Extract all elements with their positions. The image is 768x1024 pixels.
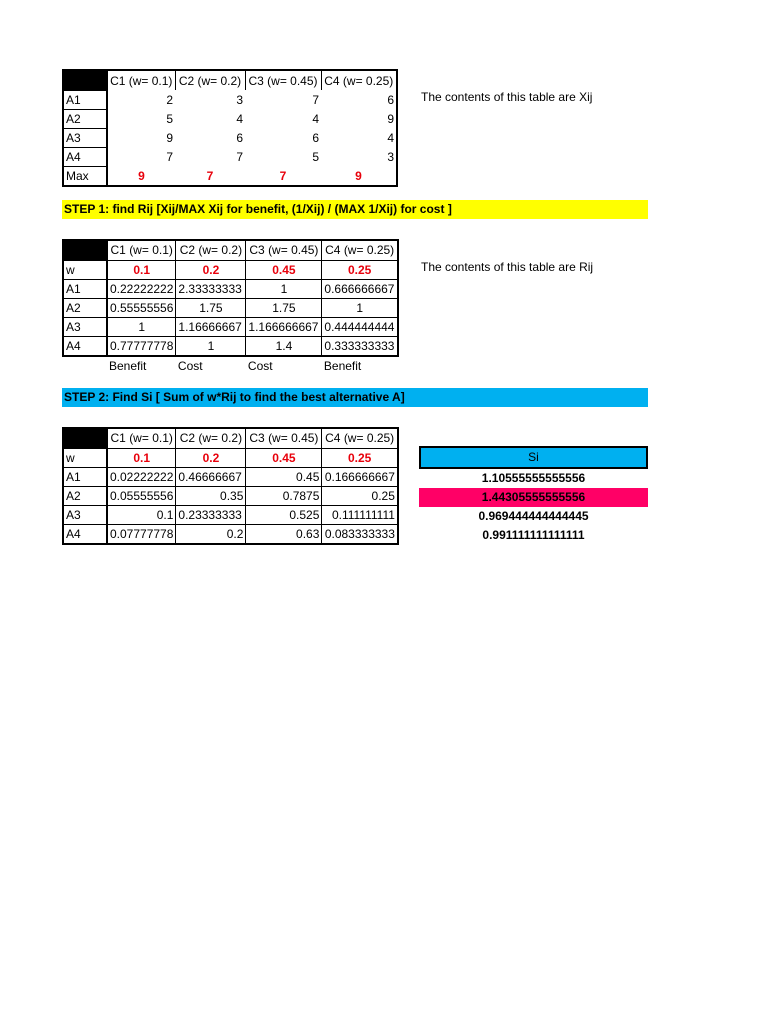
weight-cell: 0.45 — [246, 260, 322, 280]
weight-row — [63, 260, 398, 280]
cell: 7 — [166, 150, 173, 164]
table-row — [63, 148, 397, 167]
cell: 4 — [321, 129, 397, 148]
table-row — [63, 525, 398, 545]
step2-banner: STEP 2: Find Si [ Sum of w*Rij to find the best alternative A] — [62, 388, 648, 407]
si-value-best: 1.44305555555556 — [419, 488, 648, 507]
si-value: 0.991111111111111 — [482, 528, 585, 542]
cell: 0.525 — [246, 506, 322, 525]
cell: 4 — [312, 112, 319, 126]
cell: 1 — [176, 337, 246, 357]
cell: 1.75 — [176, 299, 246, 318]
row-label: A4 — [63, 525, 107, 545]
header-c2: C2 (w= 0.2) — [175, 70, 245, 90]
weight-cell: 0.45 — [246, 448, 322, 468]
weight-row — [63, 448, 398, 468]
rij-note: The contents of this table are Rij — [421, 260, 594, 274]
row-label: w — [63, 260, 107, 280]
row-label: A2 — [63, 110, 107, 129]
cell: 0.77777778 — [107, 337, 176, 357]
rij-table — [62, 239, 399, 375]
cell: 7 — [312, 92, 319, 107]
cell: 0.666666667 — [322, 280, 398, 299]
cell: 2.33333333 — [176, 280, 246, 299]
si-header: Si — [419, 446, 648, 469]
header-c4: C4 (w= 0.25) — [321, 70, 397, 90]
row-label: A2 — [63, 299, 107, 318]
row-label: A1 — [63, 468, 107, 487]
cell: 7 — [236, 150, 243, 164]
cell: 6 — [321, 90, 397, 110]
cell: 1 — [322, 299, 398, 318]
cell: 0.45 — [246, 468, 322, 487]
table-row — [63, 487, 398, 506]
cell: 0.02222222 — [107, 468, 176, 487]
cell: 3 — [236, 92, 243, 107]
table-row — [63, 129, 397, 148]
cell: 6 — [236, 131, 243, 145]
cell: 0.46666667 — [176, 468, 246, 487]
cell: 5 — [166, 112, 173, 126]
cell: 6 — [312, 131, 319, 145]
cell: 0.35 — [176, 487, 246, 506]
si-column — [419, 446, 648, 545]
weighted-table — [62, 427, 399, 545]
table-row — [63, 280, 398, 299]
cell: 0.444444444 — [322, 318, 398, 337]
weight-cell: 0.25 — [322, 260, 398, 280]
cell: 5 — [312, 150, 319, 164]
row-label: A3 — [63, 318, 107, 337]
header-c4: C4 (w= 0.25) — [322, 240, 398, 260]
cell: 0.1 — [107, 506, 176, 525]
cell: 9 — [166, 131, 173, 145]
header-corner — [63, 70, 107, 90]
cell: 3 — [321, 148, 397, 167]
criteria-type: Cost — [177, 359, 203, 373]
header-c1: C1 (w= 0.1) — [107, 240, 176, 260]
cell: 0.083333333 — [322, 525, 398, 545]
criteria-type: Cost — [247, 359, 273, 373]
cell: 2 — [166, 92, 173, 107]
max-cell: 7 — [175, 167, 245, 187]
header-corner — [63, 428, 107, 448]
max-cell: 7 — [245, 167, 321, 187]
row-label: w — [63, 448, 107, 468]
cell: 0.333333333 — [322, 337, 398, 357]
header-c2: C2 (w= 0.2) — [176, 240, 246, 260]
header-c3: C3 (w= 0.45) — [245, 70, 321, 90]
row-label: A4 — [63, 148, 107, 167]
max-cell: 9 — [321, 167, 397, 187]
cell: 0.07777778 — [107, 525, 176, 545]
weight-cell: 0.25 — [322, 448, 398, 468]
cell: 4 — [236, 112, 243, 126]
cell: 0.25 — [322, 487, 398, 506]
table-row — [63, 468, 398, 487]
header-c2: C2 (w= 0.2) — [176, 428, 246, 448]
si-value: 1.10555555555556 — [481, 471, 586, 485]
table-row — [63, 90, 397, 110]
cell: 0.23333333 — [176, 506, 246, 525]
weight-cell: 0.2 — [176, 260, 246, 280]
header-corner — [63, 240, 107, 260]
cell: 0.166666667 — [322, 468, 398, 487]
cell: 1 — [107, 318, 176, 337]
criteria-type: Benefit — [109, 359, 147, 373]
table-row — [63, 110, 397, 129]
row-label: A1 — [63, 280, 107, 299]
table-row — [63, 318, 398, 337]
row-label: A2 — [63, 487, 107, 506]
cell: 0.05555556 — [107, 487, 176, 506]
max-row — [63, 167, 397, 187]
xij-note: The contents of this table are Xij — [421, 90, 593, 104]
header-c3: C3 (w= 0.45) — [246, 240, 322, 260]
cell: 1.166666667 — [246, 318, 322, 337]
row-label: A3 — [63, 506, 107, 525]
weight-cell: 0.2 — [176, 448, 246, 468]
cell: 1 — [246, 280, 322, 299]
cell: 1.4 — [246, 337, 322, 357]
row-label: A1 — [63, 90, 107, 110]
table-row — [63, 299, 398, 318]
row-label: Max — [63, 167, 107, 187]
cell: 1.16666667 — [176, 318, 246, 337]
header-c3: C3 (w= 0.45) — [246, 428, 322, 448]
header-c1: C1 (w= 0.1) — [107, 70, 175, 90]
max-cell: 9 — [107, 167, 175, 187]
cell: 0.55555556 — [107, 299, 176, 318]
cell: 0.63 — [246, 525, 322, 545]
criteria-type-row — [63, 356, 398, 375]
cell: 1.75 — [246, 299, 322, 318]
cell: 9 — [321, 110, 397, 129]
row-label: A4 — [63, 337, 107, 357]
header-c1: C1 (w= 0.1) — [107, 428, 176, 448]
criteria-type: Benefit — [323, 359, 362, 373]
weight-cell: 0.1 — [107, 260, 176, 280]
table-row — [63, 337, 398, 357]
si-value: 0.969444444444445 — [478, 509, 589, 523]
step1-banner: STEP 1: find Rij [Xij/MAX Xij for benefit, (1/Xij) / (MAX 1/Xij) for cost ] — [62, 200, 648, 219]
header-c4: C4 (w= 0.25) — [322, 428, 398, 448]
row-label: A3 — [63, 129, 107, 148]
table-row — [63, 506, 398, 525]
cell: 0.22222222 — [107, 280, 176, 299]
weight-cell: 0.1 — [107, 448, 176, 468]
cell: 0.111111111 — [322, 506, 398, 525]
cell: 0.7875 — [246, 487, 322, 506]
xij-table — [62, 69, 398, 187]
cell: 0.2 — [176, 525, 246, 545]
